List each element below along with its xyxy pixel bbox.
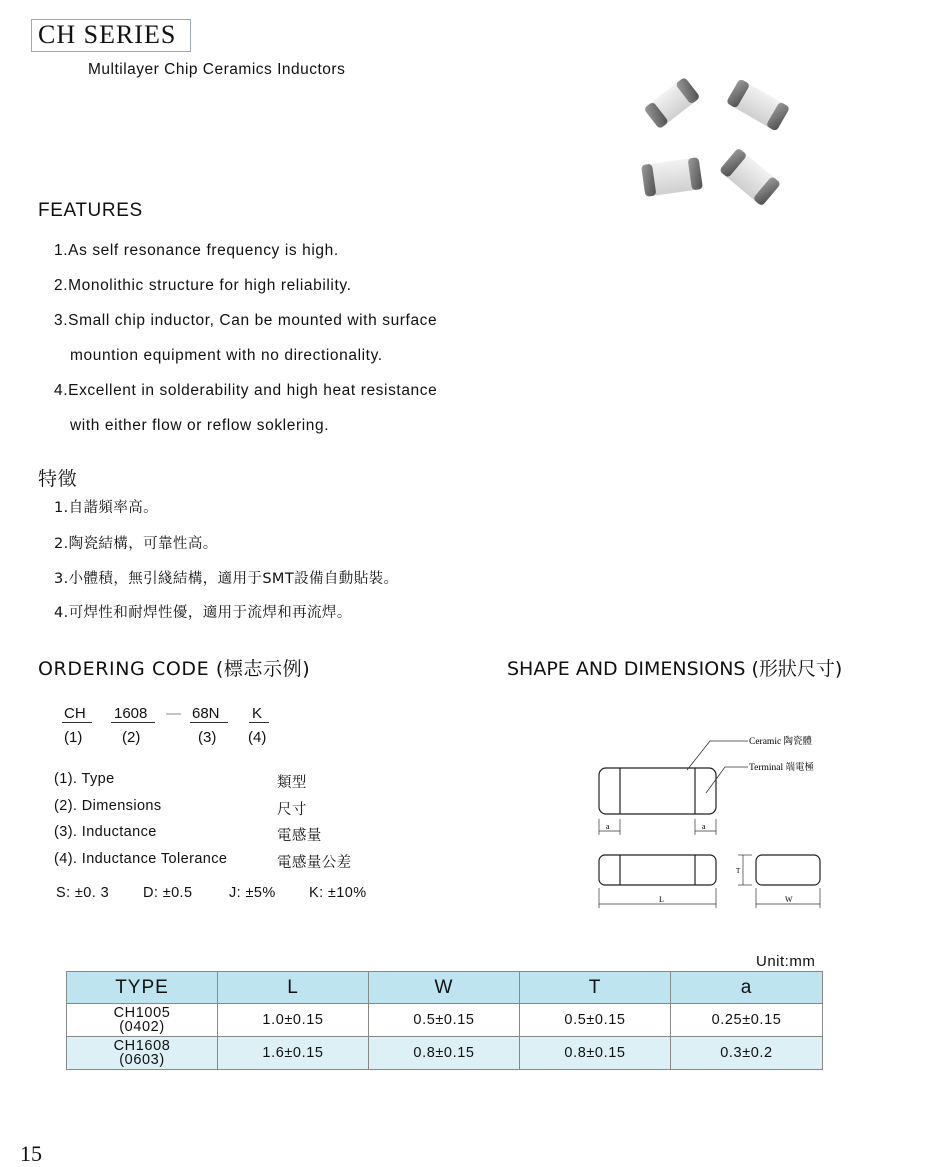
- tolerance-code: S: ±0. 3: [56, 885, 110, 901]
- type-cell: [67, 1037, 218, 1070]
- terminal-label: Terminal 端電極: [749, 763, 815, 773]
- feature-cn-item: 3.小體積，無引綫結構，適用于SMT設備自動貼裝。: [54, 571, 399, 587]
- legend-item-en: (4). Inductance Tolerance: [54, 851, 228, 867]
- legend-item-cn: 類型: [277, 775, 307, 791]
- feature-cn-item: 2.陶瓷結構，可靠性高。: [54, 536, 218, 552]
- legend-item-en: (3). Inductance: [54, 824, 157, 840]
- legend-item-cn: 電感量: [277, 828, 322, 844]
- table-row: [67, 1004, 823, 1037]
- code-index: (3): [198, 729, 217, 746]
- feature-item: 4.Excellent in solderability and high heat resistance: [54, 382, 438, 399]
- feature-item: 1.As self resonance frequency is high.: [54, 242, 339, 259]
- tolerance-code: J: ±5%: [229, 885, 276, 901]
- column-header-type: TYPE: [67, 972, 218, 1004]
- unit-label: Unit:mm: [756, 953, 816, 970]
- features-heading: FEATURES: [38, 200, 143, 221]
- chip-photo-1: [644, 77, 701, 130]
- legend-item-en: (1). Type: [54, 771, 115, 787]
- legend-item-cn: 電感量公差: [277, 855, 352, 871]
- code-index: (1): [64, 729, 83, 746]
- cell-L: 1.6±0.15: [218, 1037, 369, 1070]
- legend-item-cn: 尺寸: [277, 802, 307, 818]
- subtitle: Multilayer Chip Ceramics Inductors: [88, 61, 346, 78]
- product-photo: [630, 70, 800, 215]
- tolerance-code: D: ±0.5: [143, 885, 193, 901]
- dimension-drawing: [590, 725, 835, 915]
- code-index: (2): [122, 729, 141, 746]
- code-part-inductance: 68N: [192, 705, 220, 722]
- dim-a-label: a: [606, 822, 610, 831]
- chip-photo-4: [719, 148, 781, 207]
- dim-L-label: L: [659, 895, 664, 904]
- dim-a-label: a: [702, 822, 706, 831]
- shape-dimensions-heading: SHAPE AND DIMENSIONS (形狀尺寸): [507, 658, 843, 680]
- code-part-series: CH: [64, 705, 86, 722]
- ceramic-label: Ceramic 陶瓷體: [749, 737, 813, 747]
- features-cn-heading: 特徵: [38, 468, 78, 490]
- type-name: CH1608: [113, 1038, 171, 1054]
- feature-item-continuation: mountion equipment with no directionality.: [70, 347, 383, 364]
- table-row: [67, 1037, 823, 1070]
- page-number: 15: [20, 1141, 42, 1166]
- ordering-code-heading: ORDERING CODE (標志示例): [38, 658, 311, 680]
- feature-cn-item: 1.自諧頻率高。: [54, 500, 159, 516]
- cell-W: 0.5±0.15: [369, 1004, 520, 1037]
- cell-L: 1.0±0.15: [218, 1004, 369, 1037]
- table-header-row: [67, 972, 823, 1004]
- code-underline: [190, 722, 228, 723]
- dim-W-label: W: [785, 895, 793, 904]
- column-header-T: T: [520, 972, 671, 1004]
- chip-photo-3: [641, 157, 703, 197]
- feature-cn-item: 4.可焊性和耐焊性優，適用于流焊和再流焊。: [54, 605, 352, 621]
- feature-item: 2.Monolithic structure for high reliability.: [54, 277, 352, 294]
- cell-T: 0.5±0.15: [520, 1004, 671, 1037]
- type-name: CH1005: [113, 1005, 171, 1021]
- column-header-a: a: [671, 972, 823, 1004]
- cell-W: 0.8±0.15: [369, 1037, 520, 1070]
- code-part-tolerance: K: [252, 705, 263, 722]
- cell-a: 0.3±0.2: [671, 1037, 823, 1070]
- series-title: CH SERIES: [38, 20, 177, 49]
- chip-photo-2: [726, 78, 790, 131]
- code-part-dimension: 1608: [114, 705, 148, 722]
- code-dash: —: [166, 705, 181, 722]
- type-code: (0603): [119, 1052, 165, 1068]
- column-header-W: W: [369, 972, 520, 1004]
- feature-item-continuation: with either flow or reflow soklering.: [70, 417, 330, 434]
- code-index: (4): [248, 729, 267, 746]
- tolerance-code: K: ±10%: [309, 885, 367, 901]
- feature-item: 3.Small chip inductor, Can be mounted with surface: [54, 312, 438, 329]
- cell-a: 0.25±0.15: [671, 1004, 823, 1037]
- type-cell: [67, 1004, 218, 1037]
- legend-item-en: (2). Dimensions: [54, 798, 162, 814]
- code-underline: [249, 722, 269, 723]
- cell-T: 0.8±0.15: [520, 1037, 671, 1070]
- code-underline: [111, 722, 155, 723]
- code-underline: [62, 722, 92, 723]
- column-header-L: L: [218, 972, 369, 1004]
- type-code: (0402): [119, 1019, 165, 1035]
- dimensions-table: [66, 971, 823, 1070]
- dim-T-label: T: [736, 867, 741, 875]
